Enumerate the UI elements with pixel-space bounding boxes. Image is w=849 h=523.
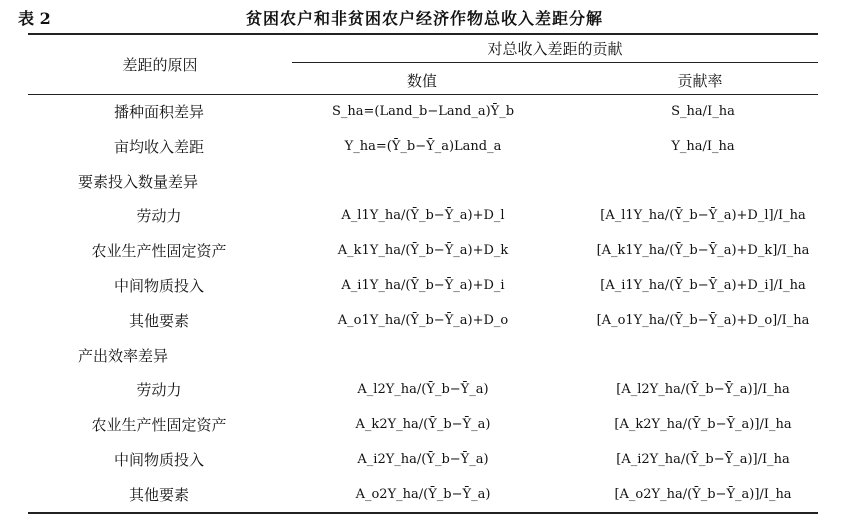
value-formula: A_o2Y_ha/(Ȳ_b−Ȳ_a): [355, 486, 491, 502]
value-formula: [293, 165, 553, 199]
rate-formula: [A_l1Y_ha/(Ȳ_b−Ȳ_a)+D_l]/I_ha: [600, 208, 806, 224]
table-row: [28, 373, 818, 407]
rate-formula: [A_o2Y_ha/(Ȳ_b−Ȳ_a)]/I_ha: [614, 486, 792, 502]
table-number: 表 2: [18, 9, 51, 28]
table-row: [28, 234, 818, 268]
table-row: [28, 199, 818, 233]
table-row: [28, 95, 818, 129]
row-label: 中间物质投入: [113, 277, 204, 295]
row-label: 劳动力: [136, 207, 182, 226]
section-row: [28, 165, 818, 199]
rate-formula: [A_i2Y_ha/(Ȳ_b−Ȳ_a)]/I_ha: [616, 452, 790, 467]
row-label: 亩均收入差距: [113, 137, 204, 156]
contribution-header-rule: [292, 62, 818, 63]
row-label: 播种面积差异: [113, 103, 204, 121]
rate-formula: [A_i1Y_ha/(Ȳ_b−Ȳ_a)+D_i]/I_ha: [600, 278, 806, 293]
rate-formula: [588, 339, 818, 373]
table-top-rule: [28, 33, 818, 35]
value-formula: A_i1Y_ha/(Ȳ_b−Ȳ_a)+D_i: [341, 278, 505, 293]
table-row: [28, 443, 818, 477]
table-row: [28, 478, 818, 512]
rate-formula: [A_k2Y_ha/(Ȳ_b−Ȳ_a)]/I_ha: [614, 417, 792, 433]
rate-formula: [A_o1Y_ha/(Ȳ_b−Ȳ_a)+D_o]/I_ha: [596, 312, 810, 328]
value-formula: S_ha=(Land_b−Land_a)Ȳ_b: [331, 104, 515, 119]
value-formula: A_k2Y_ha/(Ȳ_b−Ȳ_a): [355, 417, 491, 433]
table-row: [28, 408, 818, 442]
table-caption: [0, 6, 849, 30]
value-formula: A_l2Y_ha/(Ȳ_b−Ȳ_a): [357, 382, 489, 398]
value-formula: A_l1Y_ha/(Ȳ_b−Ȳ_a)+D_l: [341, 208, 505, 224]
section-row: [28, 339, 818, 373]
section-label: 产出效率差异: [78, 346, 169, 365]
value-formula: [293, 339, 553, 373]
table-row: [28, 304, 818, 338]
table-row: [28, 269, 818, 303]
row-label: 其他要素: [128, 485, 189, 504]
header-value: 数值: [406, 72, 437, 90]
row-label: 农业生产性固定资产: [91, 242, 227, 261]
section-label: 要素投入数量差异: [78, 172, 199, 191]
table-bottom-rule: [28, 512, 818, 514]
rate-formula: [A_k1Y_ha/(Ȳ_b−Ȳ_a)+D_k]/I_ha: [596, 243, 810, 259]
value-formula: A_o1Y_ha/(Ȳ_b−Ȳ_a)+D_o: [337, 312, 509, 328]
header-reason: 差距的原因: [122, 56, 198, 74]
table-row: [28, 130, 818, 164]
header-rate: 贡献率: [677, 72, 723, 90]
rate-formula: S_ha/I_ha: [671, 104, 735, 119]
row-label: 农业生产性固定资产: [91, 416, 227, 435]
value-formula: A_k1Y_ha/(Ȳ_b−Ȳ_a)+D_k: [337, 243, 509, 259]
rate-formula: [588, 165, 818, 199]
rate-formula: [A_l2Y_ha/(Ȳ_b−Ȳ_a)]/I_ha: [616, 382, 790, 398]
row-label: 中间物质投入: [113, 451, 204, 469]
value-formula: Y_ha=(Ȳ_b−Ȳ_a)Land_a: [344, 138, 502, 154]
header-contribution: 对总收入差距的贡献: [487, 40, 623, 58]
rate-formula: Y_ha/I_ha: [671, 138, 735, 154]
row-label: 劳动力: [136, 381, 182, 400]
row-label: 其他要素: [128, 311, 189, 330]
table-title: 贫困农户和非贫困农户经济作物总收入差距分解: [245, 9, 603, 28]
value-formula: A_i2Y_ha/(Ȳ_b−Ȳ_a): [357, 452, 489, 467]
